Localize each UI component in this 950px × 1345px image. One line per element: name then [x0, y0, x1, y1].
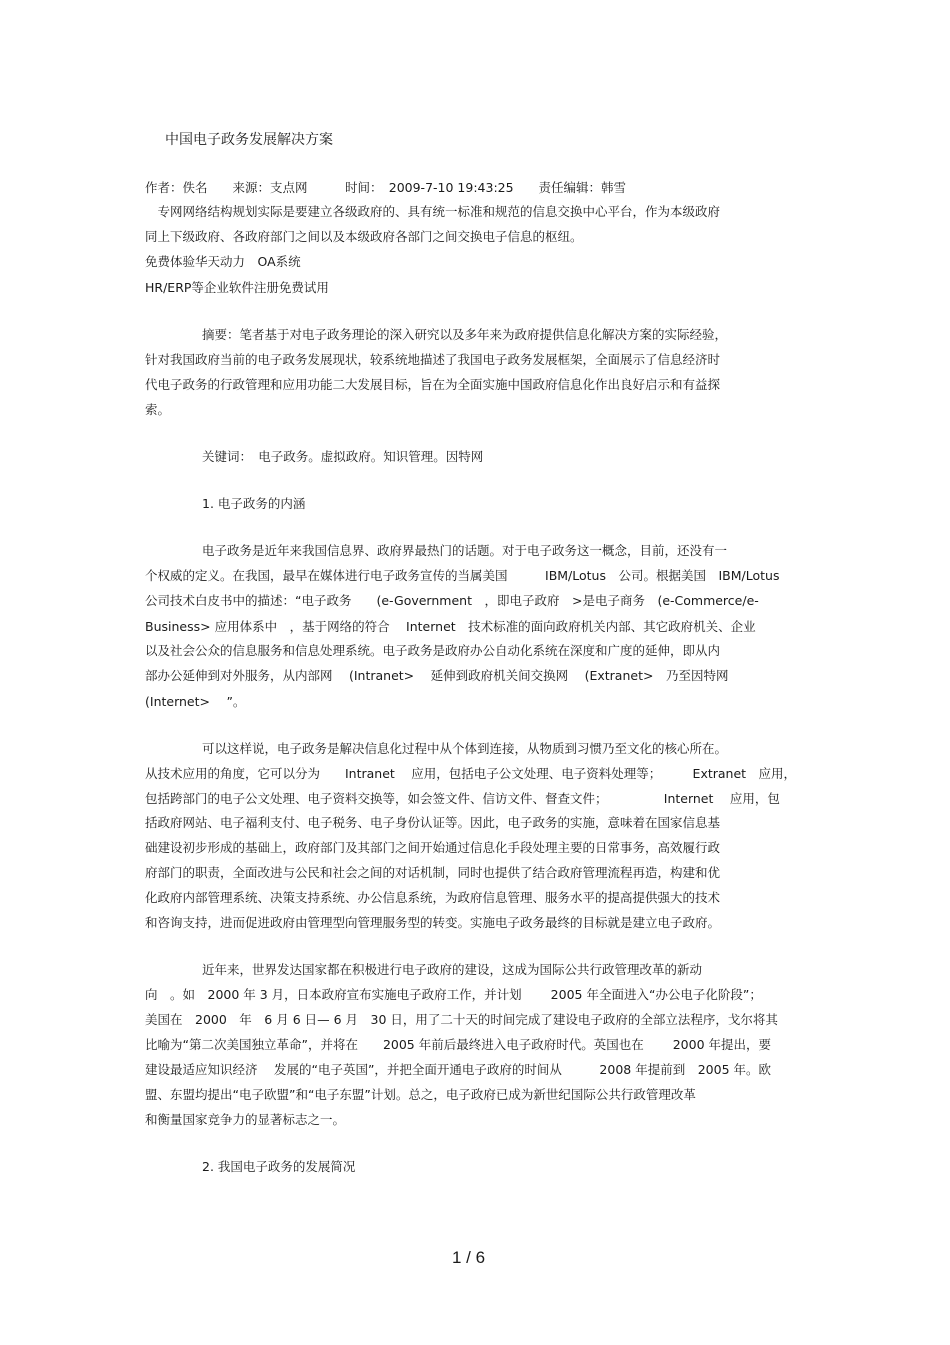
text-line: 近年来，世界发达国家都在积极进行电子政府的建设，这成为国际公共行政管理改革的新动 — [202, 962, 703, 977]
text-line: 础建设初步形成的基础上，政府部门及其部门之间开始通过信息化手段处理主要的日常事务，高效履行政 — [145, 840, 721, 855]
text-line: 从技术应用的角度，它可以分为 Intranet 应用，包括电子公文处理、电子资料处理等； Extranet 应用， — [145, 766, 797, 781]
text-line: 部办公延伸到对外服务，从内部网 (Intranet> 延伸到政府机关间交换网 (Extranet> 乃至因特网 — [145, 668, 729, 683]
text-line: 括政府网站、电子福利支付、电子税务、电子身份认证等。因此，电子政务的实施，意味着在国家信息基 — [145, 815, 721, 830]
text-line: 针对我国政府当前的电子政务发展现状，较系统地描述了我国电子政务发展框架，全面展示了信息经济时 — [145, 352, 721, 367]
text-line: 包括跨部门的电子公文处理、电子资料交换等，如会签文件、信访文件、督查文件； Internet 应用，包 — [145, 791, 780, 806]
meta-line: 作者：佚名 来源：支点网 时间： 2009-7-10 19:43:25 责任编辑：韩雪 — [145, 180, 627, 195]
text-line: 索。 — [145, 402, 171, 417]
text-line: 和咨询支持，进而促进政府由管理型向管理服务型的转变。实施电子政务最终的目标就是建立电子政府。 — [145, 915, 721, 930]
text-line: 建设最适应知识经济 发展的“电子英国”，并把全面开通电子政府的时间从 2008 年提前到 2005 年。欧 — [145, 1062, 771, 1077]
text-line: 向 。如 2000 年 3 月，日本政府宣布实施电子政府工作，并计划 2005 年全面进入“办公电子化阶段”； — [145, 987, 762, 1002]
text-line: 府部门的职责，全面改进与公民和社会之间的对话机制，同时也提供了结合政府管理流程再造，构建和优 — [145, 865, 721, 880]
text-line: 同上下级政府、各政府部门之间以及本级政府各部门之间交换电子信息的枢纽。 — [145, 229, 583, 244]
promo-line: HR/ERP等企业软件注册免费试用 — [145, 280, 329, 295]
text-line: 公司技术白皮书中的描述：“电子政务 (e-Government ，即电子政府 >是电子商务 (e-Commerce/e- — [145, 593, 759, 608]
text-line: 专网网络结构规划实际是要建立各级政府的、具有统一标准和规范的信息交换中心平台，作为本级政府 — [145, 204, 721, 219]
text-line: 代电子政务的行政管理和应用功能二大发展目标，旨在为全面实施中国政府信息化作出良好启示和有益探 — [145, 377, 721, 392]
page-number: 1 / 6 — [452, 1248, 486, 1267]
text-line: Business> 应用体系中 ，基于网络的符合 Internet 技术标准的面向政府机关内部、其它政府机关、企业 — [145, 619, 756, 634]
text-line: 盟、东盟均提出“电子欧盟”和“电子东盟”计划。总之，电子政府已成为新世纪国际公共行政管理改革 — [145, 1087, 696, 1102]
promo-line: 免费体验华天动力 OA系统 — [145, 254, 301, 269]
text-line: 个权威的定义。在我国，最早在媒体进行电子政务宣传的当属美国 IBM/Lotus 公司。根据美国 IBM/Lotus — [145, 568, 780, 583]
section-heading: 2. 我国电子政务的发展简况 — [202, 1159, 356, 1174]
text-line: 美国在 2000 年 6 月 6 日— 6 月 30 日，用了二十天的时间完成了建设电子政府的全部立法程序，戈尔将其 — [145, 1012, 778, 1027]
text-line: 电子政务是近年来我国信息界、政府界最热门的话题。对于电子政务这一概念，目前，还没有一 — [202, 543, 728, 558]
text-line: 以及社会公众的信息服务和信息处理系统。电子政务是政府办公自动化系统在深度和广度的延伸，即从内 — [145, 643, 721, 658]
text-line: (Internet> ”。 — [145, 694, 246, 709]
text-line: 摘要：笔者基于对电子政务理论的深入研究以及多年来为政府提供信息化解决方案的实际经验， — [202, 327, 728, 342]
keywords-line: 关键词： 电子政务。虚拟政府。知识管理。因特网 — [202, 449, 484, 464]
text-line: 可以这样说，电子政务是解决信息化过程中从个体到连接，从物质到习惯乃至文化的核心所在。 — [202, 741, 728, 756]
page-title: 中国电子政务发展解决方案 — [165, 132, 333, 148]
text-line: 化政府内部管理系统、决策支持系统、办公信息系统，为政府信息管理、服务水平的提高提供强大的技术 — [145, 890, 721, 905]
text-line: 和衡量国家竞争力的显著标志之一。 — [145, 1112, 346, 1127]
section-heading: 1. 电子政务的内涵 — [202, 496, 306, 511]
text-line: 比喻为“第二次美国独立革命”，并将在 2005 年前后最终进入电子政府时代。英国也在 2000 年提出，要 — [145, 1037, 771, 1052]
